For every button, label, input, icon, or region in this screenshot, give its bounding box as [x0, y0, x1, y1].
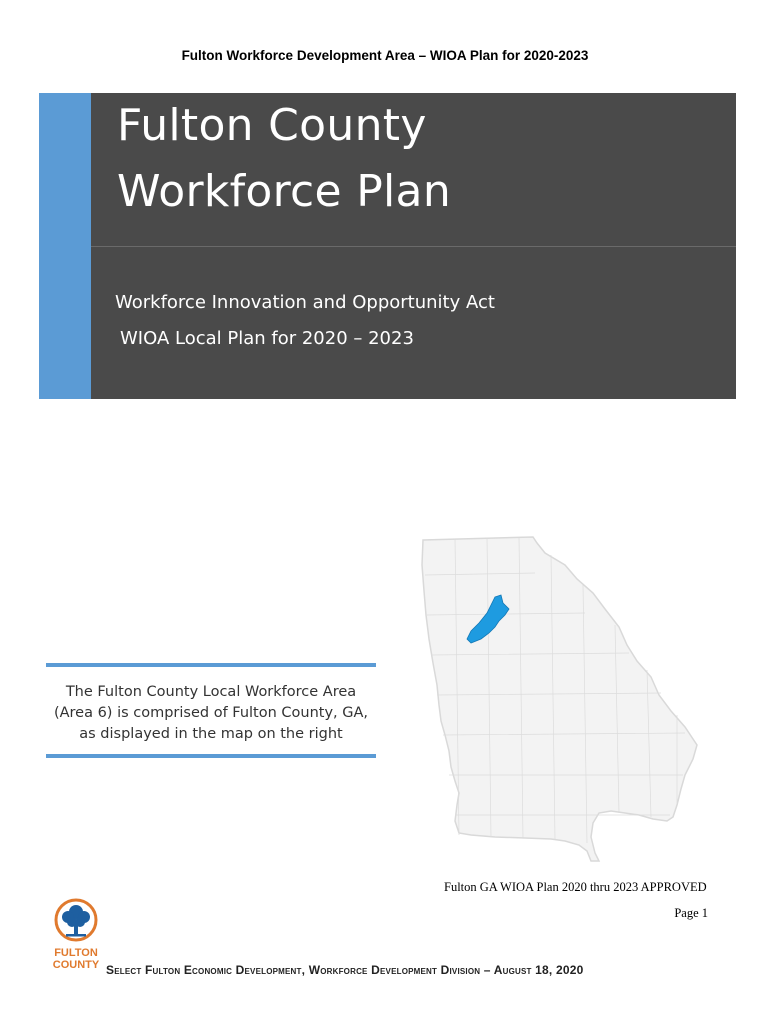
running-header: Fulton Workforce Development Area – WIOA Plan for 2020-2023 [181, 48, 589, 63]
footer-text: Select Fulton Economic Development, Workforce Development Division – August 18, 2020 [106, 963, 584, 977]
logo-text-line-1: FULTON [54, 947, 98, 959]
caption-bottom-rule [46, 754, 376, 758]
georgia-outline [422, 537, 697, 861]
cover-subtitle-line-1: Workforce Innovation and Opportunity Act [115, 292, 495, 313]
approval-note: Fulton GA WIOA Plan 2020 thru 2023 APPROVED [444, 880, 707, 894]
cover-subtitle-line-2: WIOA Local Plan for 2020 – 2023 [120, 328, 414, 349]
cover-title-line-2: Workforce Plan [117, 166, 452, 217]
fulton-county-tree-logo [48, 896, 104, 972]
logo-tree [62, 905, 90, 937]
georgia-state-map [415, 535, 705, 865]
cover-subtitle-panel [91, 247, 736, 399]
cover-accent-stripe [39, 93, 91, 399]
map-caption-line-2: (Area 6) is comprised of Fulton County, GA, [53, 705, 369, 721]
map-caption [46, 682, 376, 745]
logo-text-line-2: COUNTY [52, 959, 100, 971]
cover-title-line-1: Fulton County [117, 100, 427, 151]
page-number: Page 1 [674, 906, 708, 920]
map-caption-line-3: as displayed in the map on the right [79, 726, 343, 742]
caption-top-rule [46, 663, 376, 667]
map-caption-line-1: The Fulton County Local Workforce Area [65, 684, 357, 700]
